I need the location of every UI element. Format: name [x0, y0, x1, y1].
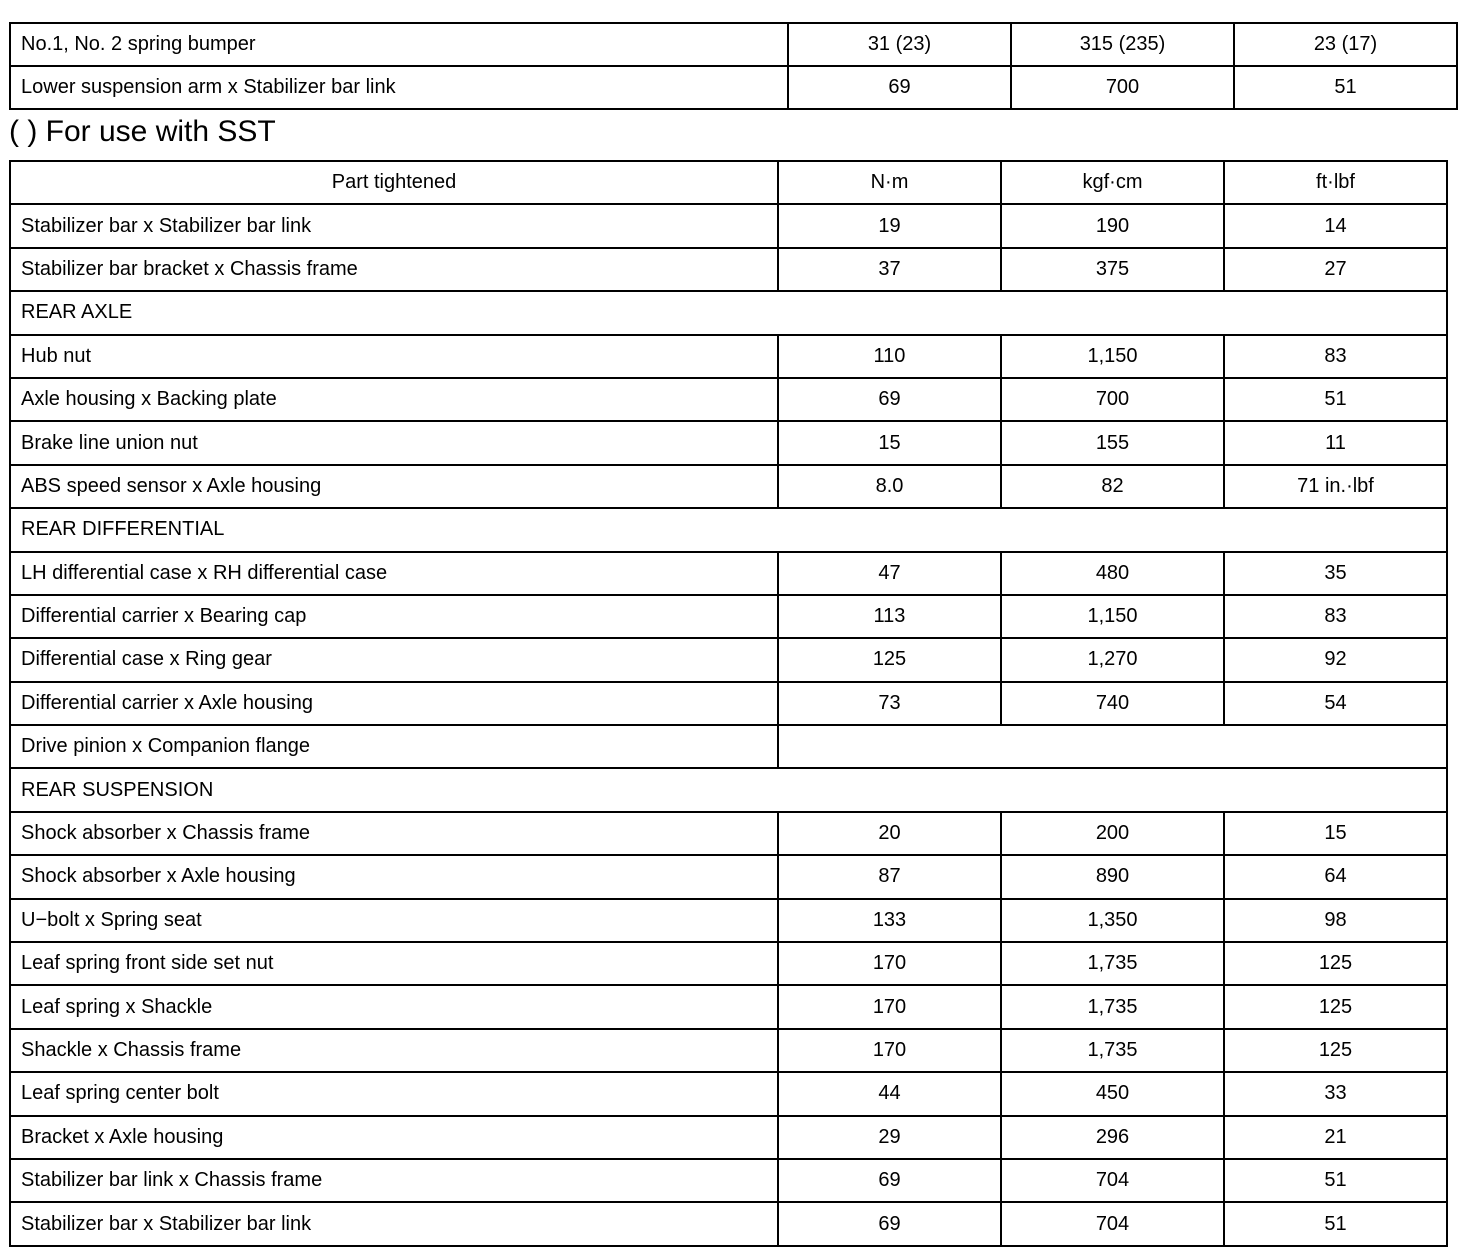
ft-lbf-cell: 35 — [1224, 552, 1447, 595]
kgf-cm-cell: 1,150 — [1001, 595, 1224, 638]
ft-lbf-cell: 21 — [1224, 1116, 1447, 1159]
ft-lbf-cell: 71 in.·lbf — [1224, 465, 1447, 508]
kgf-cm-cell: 315 (235) — [1011, 23, 1234, 66]
ft-lbf-cell: 14 — [1224, 204, 1447, 247]
part-cell: Drive pinion x Companion flange — [10, 725, 778, 768]
kgf-cm-cell: 155 — [1001, 421, 1224, 464]
table-row — [10, 335, 1447, 378]
part-cell: Hub nut — [10, 335, 778, 378]
table-row — [10, 1202, 1447, 1245]
main-torque-table — [9, 160, 1448, 1247]
nm-cell: 8.0 — [778, 465, 1001, 508]
table-row — [10, 855, 1447, 898]
section-row — [10, 291, 1447, 334]
part-cell: Differential carrier x Axle housing — [10, 682, 778, 725]
nm-cell: 69 — [778, 1202, 1001, 1245]
kgf-cm-cell: 890 — [1001, 855, 1224, 898]
table-row — [10, 66, 1457, 109]
ft-lbf-cell: 64 — [1224, 855, 1447, 898]
part-cell: Differential case x Ring gear — [10, 638, 778, 681]
kgf-cm-cell: 700 — [1001, 378, 1224, 421]
table-row — [10, 421, 1447, 464]
ft-lbf-cell: 11 — [1224, 421, 1447, 464]
nm-cell: 69 — [778, 1159, 1001, 1202]
part-cell: Shock absorber x Chassis frame — [10, 812, 778, 855]
nm-cell: 31 (23) — [788, 23, 1011, 66]
ft-lbf-cell: 92 — [1224, 638, 1447, 681]
nm-cell: 170 — [778, 985, 1001, 1028]
table-row — [10, 1159, 1447, 1202]
section-row — [10, 768, 1447, 811]
nm-cell: 47 — [778, 552, 1001, 595]
nm-cell: 170 — [778, 1029, 1001, 1072]
ft-lbf-cell: 125 — [1224, 942, 1447, 985]
kgf-cm-cell: 82 — [1001, 465, 1224, 508]
section-heading-rear-axle: REAR AXLE — [10, 291, 1447, 334]
nm-cell: 170 — [778, 942, 1001, 985]
column-header-nm: N·m — [778, 161, 1001, 204]
ft-lbf-cell: 15 — [1224, 812, 1447, 855]
ft-lbf-cell: 51 — [1224, 1202, 1447, 1245]
ft-lbf-cell: 83 — [1224, 595, 1447, 638]
empty-value-cell — [778, 725, 1447, 768]
table-row — [10, 595, 1447, 638]
table-row — [10, 1072, 1447, 1115]
table-row — [10, 378, 1447, 421]
table-row — [10, 1116, 1447, 1159]
kgf-cm-cell: 1,735 — [1001, 985, 1224, 1028]
kgf-cm-cell: 450 — [1001, 1072, 1224, 1115]
part-cell: U−bolt x Spring seat — [10, 899, 778, 942]
table-row — [10, 204, 1447, 247]
table-row — [10, 638, 1447, 681]
section-heading-rear-differential: REAR DIFFERENTIAL — [10, 508, 1447, 551]
ft-lbf-cell: 83 — [1224, 335, 1447, 378]
table-row — [10, 942, 1447, 985]
nm-cell: 29 — [778, 1116, 1001, 1159]
part-cell: Brake line union nut — [10, 421, 778, 464]
part-cell: Stabilizer bar x Stabilizer bar link — [10, 204, 778, 247]
table-row — [10, 23, 1457, 66]
kgf-cm-cell: 704 — [1001, 1159, 1224, 1202]
ft-lbf-cell: 23 (17) — [1234, 23, 1457, 66]
table-row — [10, 812, 1447, 855]
sst-note: ( ) For use with SST — [9, 115, 276, 148]
kgf-cm-cell: 704 — [1001, 1202, 1224, 1245]
nm-cell: 44 — [778, 1072, 1001, 1115]
part-cell: Stabilizer bar link x Chassis frame — [10, 1159, 778, 1202]
part-cell: Stabilizer bar bracket x Chassis frame — [10, 248, 778, 291]
nm-cell: 15 — [778, 421, 1001, 464]
table-row — [10, 725, 1447, 768]
kgf-cm-cell: 480 — [1001, 552, 1224, 595]
nm-cell: 133 — [778, 899, 1001, 942]
kgf-cm-cell: 700 — [1011, 66, 1234, 109]
ft-lbf-cell: 125 — [1224, 1029, 1447, 1072]
part-cell: Axle housing x Backing plate — [10, 378, 778, 421]
kgf-cm-cell: 1,150 — [1001, 335, 1224, 378]
kgf-cm-cell: 375 — [1001, 248, 1224, 291]
ft-lbf-cell: 98 — [1224, 899, 1447, 942]
nm-cell: 113 — [778, 595, 1001, 638]
nm-cell: 125 — [778, 638, 1001, 681]
ft-lbf-cell: 51 — [1224, 378, 1447, 421]
top-torque-table — [9, 22, 1458, 110]
kgf-cm-cell: 1,350 — [1001, 899, 1224, 942]
part-cell: Stabilizer bar x Stabilizer bar link — [10, 1202, 778, 1245]
table-row — [10, 682, 1447, 725]
nm-cell: 69 — [778, 378, 1001, 421]
ft-lbf-cell: 33 — [1224, 1072, 1447, 1115]
part-cell: Shackle x Chassis frame — [10, 1029, 778, 1072]
kgf-cm-cell: 1,270 — [1001, 638, 1224, 681]
ft-lbf-cell: 51 — [1224, 1159, 1447, 1202]
part-cell: Bracket x Axle housing — [10, 1116, 778, 1159]
part-cell: LH differential case x RH differential case — [10, 552, 778, 595]
table-row — [10, 899, 1447, 942]
kgf-cm-cell: 740 — [1001, 682, 1224, 725]
header-row — [10, 161, 1447, 204]
table-row — [10, 985, 1447, 1028]
table-row — [10, 1029, 1447, 1072]
nm-cell: 73 — [778, 682, 1001, 725]
kgf-cm-cell: 1,735 — [1001, 942, 1224, 985]
ft-lbf-cell: 51 — [1234, 66, 1457, 109]
ft-lbf-cell: 125 — [1224, 985, 1447, 1028]
nm-cell: 69 — [788, 66, 1011, 109]
nm-cell: 110 — [778, 335, 1001, 378]
ft-lbf-cell: 27 — [1224, 248, 1447, 291]
part-cell: No.1, No. 2 spring bumper — [10, 23, 788, 66]
kgf-cm-cell: 296 — [1001, 1116, 1224, 1159]
table-row — [10, 465, 1447, 508]
nm-cell: 19 — [778, 204, 1001, 247]
part-cell: ABS speed sensor x Axle housing — [10, 465, 778, 508]
part-cell: Leaf spring center bolt — [10, 1072, 778, 1115]
section-heading-rear-suspension: REAR SUSPENSION — [10, 768, 1447, 811]
part-cell: Leaf spring front side set nut — [10, 942, 778, 985]
table-row — [10, 552, 1447, 595]
table-row — [10, 248, 1447, 291]
part-cell: Lower suspension arm x Stabilizer bar link — [10, 66, 788, 109]
section-row — [10, 508, 1447, 551]
part-cell: Shock absorber x Axle housing — [10, 855, 778, 898]
kgf-cm-cell: 1,735 — [1001, 1029, 1224, 1072]
kgf-cm-cell: 200 — [1001, 812, 1224, 855]
part-cell: Differential carrier x Bearing cap — [10, 595, 778, 638]
column-header-part: Part tightened — [10, 161, 778, 204]
nm-cell: 20 — [778, 812, 1001, 855]
column-header-ft-lbf: ft·lbf — [1224, 161, 1447, 204]
part-cell: Leaf spring x Shackle — [10, 985, 778, 1028]
nm-cell: 37 — [778, 248, 1001, 291]
nm-cell: 87 — [778, 855, 1001, 898]
kgf-cm-cell: 190 — [1001, 204, 1224, 247]
ft-lbf-cell: 54 — [1224, 682, 1447, 725]
column-header-kgf-cm: kgf·cm — [1001, 161, 1224, 204]
